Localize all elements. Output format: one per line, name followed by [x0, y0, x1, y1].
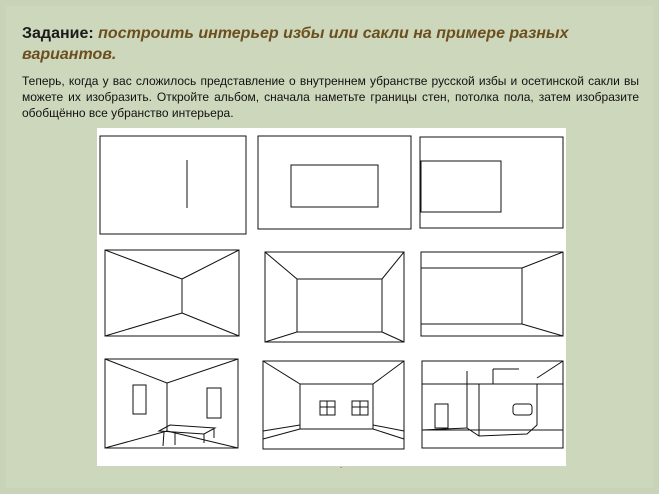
- sketch-3: [420, 137, 563, 228]
- task-text: построить интерьер избы или сакли на примере разных вариантов.: [22, 25, 569, 63]
- sketch-9: [422, 361, 563, 448]
- sketch-6: [421, 252, 563, 336]
- stray-dot: .: [340, 461, 343, 470]
- task-heading: [22, 23, 642, 65]
- sketch-sheet: [97, 128, 566, 466]
- sketch-1: [100, 136, 246, 234]
- sketch-grid: [97, 128, 566, 466]
- sketch-2: [258, 136, 411, 229]
- sketch-5: [265, 252, 404, 342]
- sketch-7: [105, 359, 238, 448]
- sketch-8: [263, 361, 404, 449]
- task-description: Теперь, когда у вас сложилось представление о внутреннем убранстве русской избы и осетинской сакли вы можете их изобразить. Откройте альбом, сначала наметьте границы стен, потолка пола, затем изобразите обобщённо все убранство интерьера.: [22, 74, 639, 120]
- sketch-4: [105, 250, 239, 336]
- task-label: Задание:: [22, 25, 94, 42]
